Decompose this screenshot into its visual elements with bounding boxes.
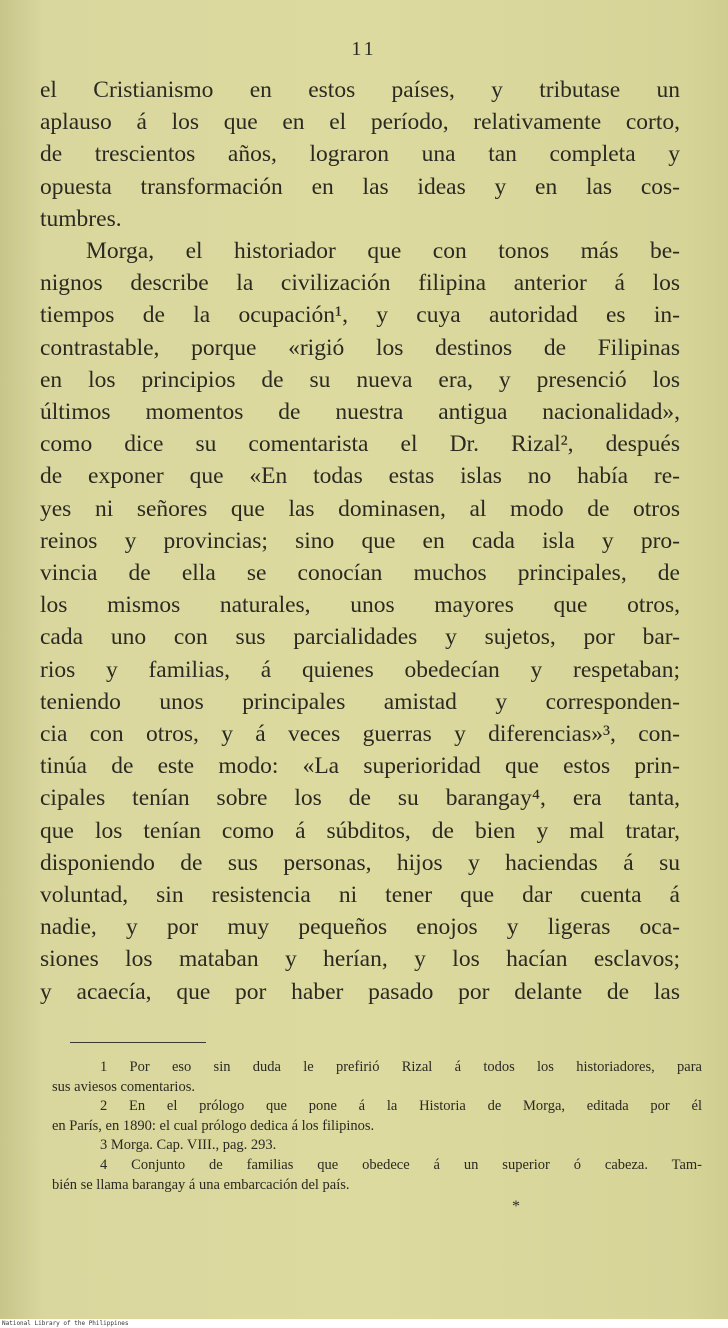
- footnote-divider: [70, 1042, 206, 1043]
- text-line: Morga, el historiador que con tonos más be-: [86, 238, 680, 265]
- footnote-line: bién se llama barangay á una embarcación del país.: [52, 1176, 350, 1193]
- text-line: de trescientos años, lograron una tan completa y: [40, 141, 680, 168]
- page-number: 11: [351, 38, 377, 60]
- asterisk-ornament: *: [512, 1198, 520, 1215]
- text-line: yes ni señores que las dominasen, al modo de otros: [40, 495, 680, 522]
- text-line: aplauso á los que en el período, relativamente corto,: [40, 109, 680, 136]
- footnote-line: en París, en 1890: el cual prólogo dedica á los filipinos.: [52, 1117, 375, 1134]
- footnote-line: 1 Por eso sin duda le prefirió Rizal á todos los historiadores, para: [100, 1059, 702, 1075]
- text-line: en los principios de su nueva era, y presenció los: [40, 366, 680, 393]
- footnote-line: sus aviesos comentarios.: [52, 1078, 195, 1095]
- text-line: opuesta transformación en las ideas y en las cos-: [40, 173, 680, 200]
- text-line: los mismos naturales, unos mayores que otros,: [40, 592, 680, 619]
- text-line: vincia de ella se conocían muchos principales, de: [40, 560, 680, 587]
- text-line: reinos y provincias; sino que en cada isla y pro-: [40, 527, 680, 554]
- text-line: últimos momentos de nuestra antigua nacionalidad»,: [40, 399, 680, 426]
- text-line: teniendo unos principales amistad y corresponden-: [40, 688, 680, 715]
- body-text: [40, 74, 680, 1008]
- text-line: cia con otros, y á veces guerras y diferencias»³, con-: [40, 721, 680, 748]
- text-line: voluntad, sin resistencia ni tener que dar cuenta á: [40, 882, 680, 909]
- text-line: tiempos de la ocupación¹, y cuya autoridad es in-: [40, 302, 680, 329]
- library-credit: National Library of the Philippines: [0, 1319, 728, 1328]
- text-line: tinúa de este modo: «La superioridad que estos prin-: [40, 753, 680, 780]
- text-line: nadie, y por muy pequeños enojos y ligeras oca-: [40, 914, 680, 941]
- footnote-line: 2 En el prólogo que pone á la Historia de Morga, editada por él: [100, 1098, 702, 1115]
- text-line: de exponer que «En todas estas islas no había re-: [40, 463, 680, 490]
- text-line: como dice su comentarista el Dr. Rizal², después: [40, 431, 680, 458]
- footnote-line: 4 Conjunto de familias que obedece á un superior ó cabeza. Tam-: [100, 1156, 702, 1173]
- text-line: disponiendo de sus personas, hijos y haciendas á su: [40, 849, 680, 876]
- text-line: tumbres.: [40, 205, 122, 232]
- text-line: cada uno con sus parcialidades y sujetos, por bar-: [40, 624, 680, 651]
- text-line: que los tenían como á súbditos, de bien y mal tratar,: [40, 817, 680, 844]
- text-line: contrastable, porque «rigió los destinos de Filipinas: [40, 334, 680, 361]
- footnote-line: 3 Morga. Cap. VIII., pag. 293.: [100, 1137, 277, 1154]
- text-line: cipales tenían sobre los de su barangay⁴, era tanta,: [40, 785, 680, 812]
- text-line: el Cristianismo en estos países, y tributase un: [40, 77, 680, 103]
- text-line: siones los mataban y herían, y los hacían esclavos;: [40, 946, 680, 973]
- text-line: y acaecía, que por haber pasado por delante de las: [40, 978, 680, 1005]
- text-line: rios y familias, á quienes obedecían y respetaban;: [40, 656, 680, 683]
- text-line: nignos describe la civilización filipina anterior á los: [40, 270, 680, 297]
- footnotes: [52, 1058, 702, 1195]
